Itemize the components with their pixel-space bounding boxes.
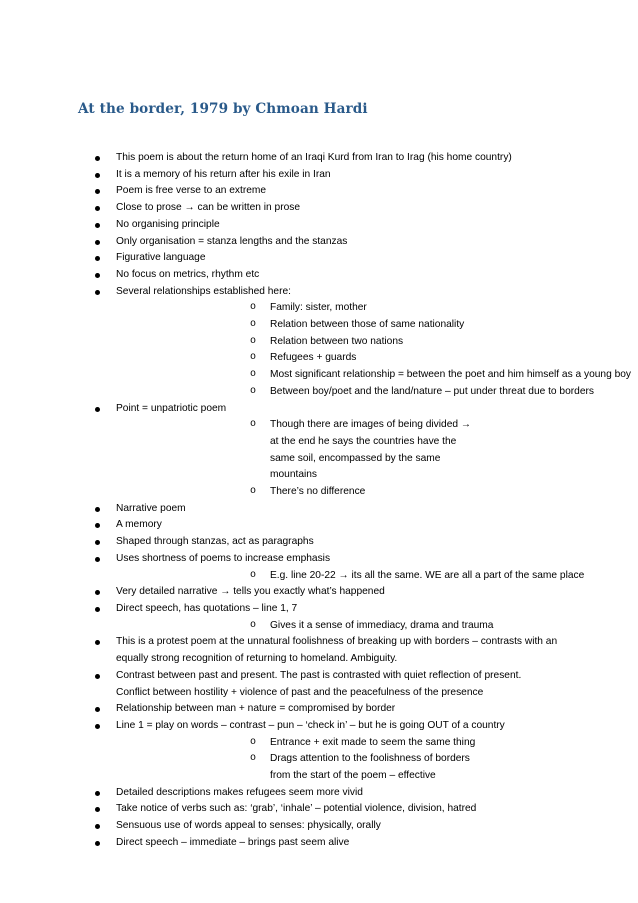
sub-list-item xyxy=(116,300,558,317)
circle-bullet-icon: o xyxy=(250,569,257,581)
list-item-text: Poem is free verse to an extreme xyxy=(116,185,267,197)
bullet-icon xyxy=(95,590,100,595)
sub-list-item-text: Drags attention to the foolishness of borders from the start of the poem – effective xyxy=(270,753,470,782)
bullet-icon xyxy=(95,206,100,211)
list-item-text: Figurative language xyxy=(116,252,206,264)
circle-bullet-icon: o xyxy=(250,319,257,331)
bullet-icon xyxy=(95,273,100,278)
list-item xyxy=(0,267,638,284)
bullet-icon xyxy=(95,407,100,412)
list-item xyxy=(0,818,638,835)
sub-list-item xyxy=(116,751,558,784)
bullet-icon xyxy=(95,640,100,645)
bullet-icon xyxy=(95,507,100,512)
list-item xyxy=(0,534,638,551)
list-item xyxy=(0,501,638,518)
sub-list-item-text: Family: sister, mother xyxy=(270,302,367,314)
sub-list-item xyxy=(116,317,558,334)
sub-list-item xyxy=(116,568,585,585)
sub-list xyxy=(116,300,632,400)
sub-list-item-text: E.g. line 20-22 → its all the same. WE are all a part of the same place xyxy=(270,569,585,581)
list-item-text: This poem is about the return home of an Iraqi Kurd from Iran to Irag (his home country) xyxy=(116,152,512,163)
list-item xyxy=(0,601,638,634)
bullet-icon xyxy=(95,540,100,545)
sub-list-item-text: Most significant relationship = between the poet and him himself as a young boy xyxy=(270,369,632,381)
bullet-icon xyxy=(95,841,100,846)
list-item-text: Direct speech – immediate – brings past seem alive xyxy=(116,836,350,848)
list-item-text: Several relationships established here: xyxy=(116,285,291,297)
list-item xyxy=(0,835,638,852)
circle-bullet-icon: o xyxy=(250,352,257,364)
bullet-icon xyxy=(95,223,100,228)
list-item xyxy=(0,634,638,667)
sub-list-item-text: Entrance + exit made to seem the same thing xyxy=(270,736,476,748)
list-item xyxy=(0,200,638,217)
bullet-icon xyxy=(95,189,100,194)
list-item-text: It is a memory of his return after his exile in Iran xyxy=(116,168,331,180)
list-item xyxy=(0,183,638,200)
list-item-text: Point = unpatriotic poem xyxy=(116,402,227,414)
bullet-icon xyxy=(95,523,100,528)
list-item-text: Uses shortness of poems to increase emphasis xyxy=(116,552,331,564)
list-item-text: Contrast between past and present. The past is contrasted with quiet reflection of present. Conflict between hostility + violence of past and the peacefulness of the presence xyxy=(116,669,522,698)
circle-bullet-icon: o xyxy=(250,736,257,748)
list-item xyxy=(0,584,638,601)
circle-bullet-icon: o xyxy=(250,419,257,431)
sub-list xyxy=(116,618,558,635)
list-item xyxy=(0,551,638,584)
list-item-text: Relationship between man + nature = compromised by border xyxy=(116,703,396,715)
sub-list-item-text: Relation between two nations xyxy=(270,335,404,347)
sub-list-item xyxy=(116,367,632,384)
sub-list xyxy=(116,417,558,501)
list-item-text: No organising principle xyxy=(116,218,220,230)
circle-bullet-icon: o xyxy=(250,302,257,314)
list-item-text: Detailed descriptions makes refugees seem more vivid xyxy=(116,786,363,798)
list-item xyxy=(0,801,638,818)
sub-list-item xyxy=(116,735,558,752)
sub-list-item xyxy=(116,484,558,501)
sub-list xyxy=(116,568,585,585)
sub-list-item xyxy=(116,618,558,635)
list-item xyxy=(0,250,638,267)
list-item-text: Shaped through stanzas, act as paragraphs xyxy=(116,536,314,548)
circle-bullet-icon: o xyxy=(250,385,257,397)
list-item xyxy=(0,284,638,401)
bullet-icon xyxy=(95,674,100,679)
sub-list-item-text: Though there are images of being divided → at the end he says the countries have the same soil, encompassed by the same mountains xyxy=(270,419,472,481)
bullet-icon xyxy=(95,807,100,812)
circle-bullet-icon: o xyxy=(250,335,257,347)
list-item xyxy=(0,234,638,251)
list-item-text: Direct speech, has quotations – line 1, 7 xyxy=(116,602,298,614)
list-item xyxy=(0,517,638,534)
list-item xyxy=(0,150,638,167)
sub-list-item xyxy=(116,334,558,351)
sub-list-item-text: Refugees + guards xyxy=(270,352,357,364)
list-item-text: Line 1 = play on words – contrast – pun – ‘check in’ – but he is going OUT of a country xyxy=(116,719,505,731)
bullet-icon xyxy=(95,290,100,295)
list-item-text: Very detailed narrative → tells you exactly what’s happened xyxy=(116,586,385,598)
bullet-icon xyxy=(95,707,100,712)
bullet-icon xyxy=(95,256,100,261)
sub-list-item-text: Gives it a sense of immediacy, drama and trauma xyxy=(270,619,494,631)
bullet-icon xyxy=(95,173,100,178)
list-item-text: Take notice of verbs such as: ‘grab’, ‘inhale’ – potential violence, division, hatred xyxy=(116,803,477,815)
sub-list-item-text: Between boy/poet and the land/nature – put under threat due to borders xyxy=(270,385,594,397)
notes-list xyxy=(0,150,638,852)
bullet-icon xyxy=(95,724,100,729)
circle-bullet-icon: o xyxy=(250,486,257,498)
list-item xyxy=(0,701,638,718)
bullet-icon xyxy=(95,824,100,829)
list-item xyxy=(0,167,638,184)
bullet-icon xyxy=(95,240,100,245)
list-item-text: Sensuous use of words appeal to senses: physically, orally xyxy=(116,820,381,832)
list-item-text: Narrative poem xyxy=(116,502,186,514)
sub-list xyxy=(116,735,558,785)
bullet-icon xyxy=(95,156,100,161)
circle-bullet-icon: o xyxy=(250,619,257,631)
list-item xyxy=(0,785,638,802)
list-item-text: Only organisation = stanza lengths and the stanzas xyxy=(116,235,348,247)
circle-bullet-icon: o xyxy=(250,369,257,381)
sub-list-item xyxy=(116,384,594,401)
circle-bullet-icon: o xyxy=(250,753,257,765)
list-item xyxy=(0,668,638,701)
bullet-icon xyxy=(95,607,100,612)
sub-list-item xyxy=(116,350,558,367)
list-item xyxy=(0,401,638,501)
list-item-text: This is a protest poem at the unnatural foolishness of breaking up with borders – contrasts with an equally strong recognition of returning to homeland. Ambiguity. xyxy=(116,636,558,665)
list-item-text: Close to prose → can be written in prose xyxy=(116,202,301,214)
list-item xyxy=(0,217,638,234)
document-title: At the border, 1979 by Chmoan Hardi xyxy=(78,101,368,117)
list-item-text: A memory xyxy=(116,519,162,531)
bullet-icon xyxy=(95,557,100,562)
sub-list-item-text: Relation between those of same nationality xyxy=(270,319,465,331)
sub-list-item xyxy=(116,417,558,484)
list-item-text: No focus on metrics, rhythm etc xyxy=(116,268,260,280)
bullet-icon xyxy=(95,791,100,796)
list-item xyxy=(0,718,638,785)
sub-list-item-text: There’s no difference xyxy=(270,486,366,498)
